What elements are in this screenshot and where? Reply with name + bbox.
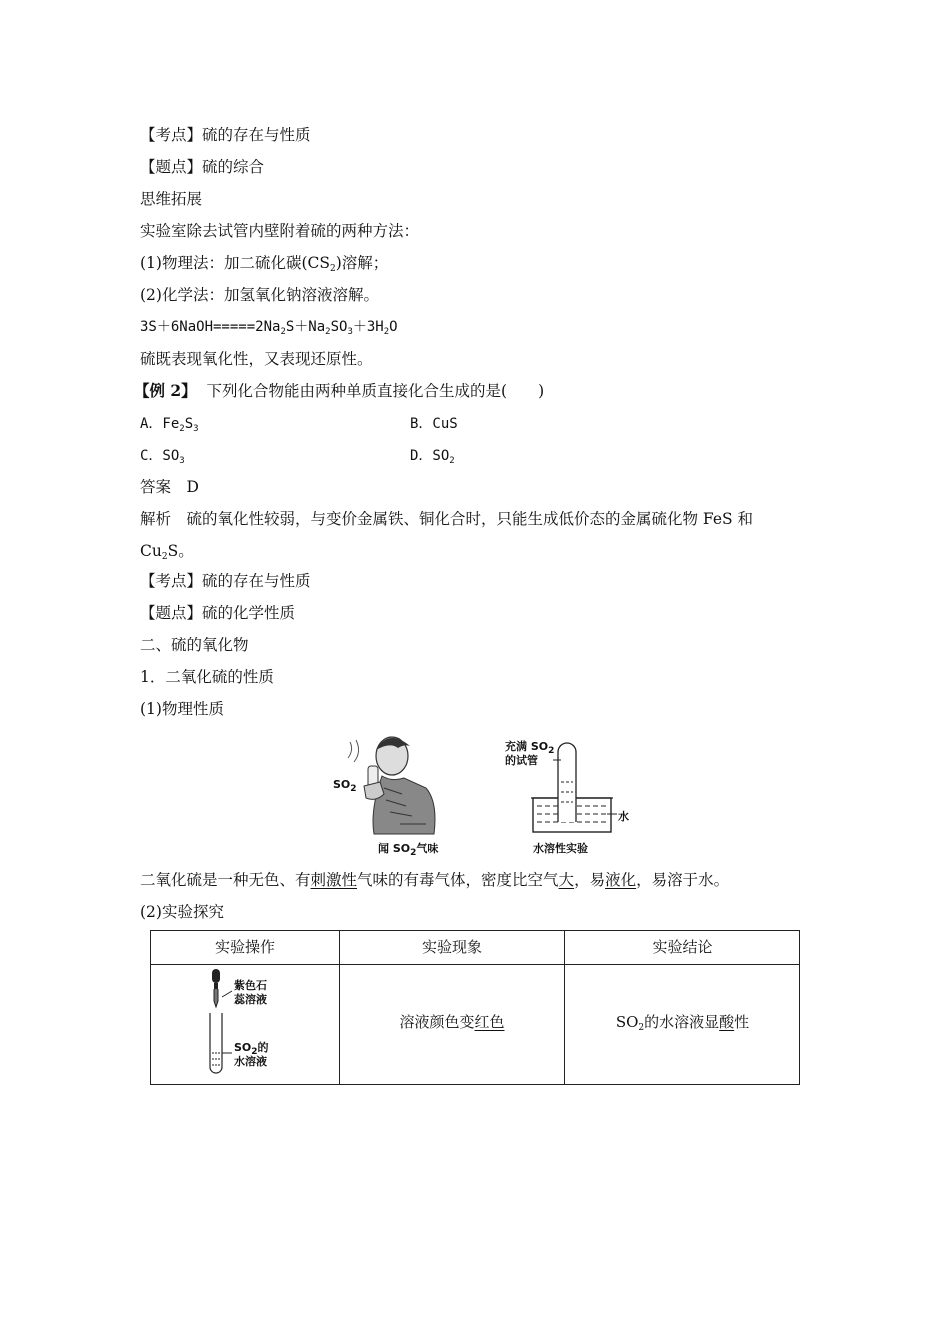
desc-1: 二氧化硫是一种无色、有 (140, 871, 311, 889)
analysis-s: S。 (167, 542, 194, 560)
so2-sol-a: SO (234, 1041, 252, 1054)
solubility-caption: 水溶性实验 (533, 842, 588, 855)
answer-line: 答案 D (140, 478, 199, 496)
experiment-heading: (2)实验探究 (140, 903, 224, 921)
section-heading: 二、硫的氧化物 (140, 636, 249, 654)
litmus-label-2: 蕊溶液 (234, 993, 267, 1006)
eq-d: ＋3H (352, 319, 384, 335)
so2-sol-b: 的 (257, 1041, 269, 1054)
chemical-method: (2)化学法：加氢氧化钠溶液溶解。 (140, 286, 379, 304)
physical-properties-heading: (1)物理性质 (140, 700, 224, 718)
sub: 2 (179, 424, 185, 434)
so2-label-text: SO (333, 778, 351, 791)
option-d (410, 445, 455, 465)
solubility-figure (505, 738, 635, 858)
header-operation: 实验操作 (214, 938, 275, 956)
example-label: 【例 2】 (134, 381, 197, 400)
sub: 2 (251, 1047, 258, 1057)
option-c (140, 445, 185, 465)
sub: 2 (383, 327, 390, 337)
sub: 2 (449, 456, 455, 466)
tidian-line-2: 【题点】硫的化学性质 (140, 604, 296, 622)
sub: 2 (329, 264, 336, 274)
so2-sol-c: 水溶液 (234, 1055, 267, 1068)
sub: 2 (638, 1023, 645, 1033)
smell-caption (378, 840, 438, 856)
option-a-text: A．Fe (140, 416, 180, 432)
sub: 2 (410, 848, 417, 858)
analysis-cu: Cu (140, 542, 162, 560)
experiment-table (150, 930, 800, 1085)
conclusion-cell (565, 1011, 800, 1032)
desc-3: ，易 (574, 871, 606, 889)
sub: 3 (193, 424, 199, 434)
option-a (140, 413, 199, 433)
sub: 3 (347, 327, 353, 337)
kaodian-line-2: 【考点】硫的存在与性质 (140, 572, 311, 590)
phenomenon-blank: 红色 (474, 1013, 505, 1031)
physical-method-b: )溶解； (335, 254, 389, 272)
sub: 2 (325, 327, 331, 337)
litmus-label (234, 979, 267, 1007)
equation (140, 317, 398, 337)
so2-solution-label (234, 1041, 269, 1069)
desc-blank-3: 液化 (605, 871, 637, 889)
summary-line: 硫既表现氧化性，又表现还原性。 (140, 350, 373, 368)
eq-a: 3S＋6NaOH=====2Na (140, 319, 281, 335)
eq-c: SO (330, 319, 348, 335)
conclusion-blank: 酸 (719, 1013, 735, 1031)
subsection-heading: 1．二氧化硫的性质 (140, 668, 274, 686)
conclusion-tail: 性 (734, 1013, 750, 1031)
eq-e: O (389, 319, 398, 335)
analysis-line-1: 解析 硫的氧化性较弱，与变价金属铁、铜化合时，只能生成低价态的金属硫化物 FeS 和 (140, 510, 754, 528)
physical-method (140, 253, 388, 273)
physical-method-a: (1)物理法：加二硫化碳(CS (140, 254, 330, 272)
option-a-tail: S (184, 416, 194, 432)
example-2 (134, 381, 544, 401)
tube-label-b: 的试管 (505, 754, 538, 767)
option-c-text: C．SO (140, 448, 180, 464)
kaodian-line: 【考点】硫的存在与性质 (140, 126, 311, 144)
desc-2: 气味的有毒气体，密度比空气 (357, 871, 559, 889)
caption-a: 闻 SO (378, 842, 411, 855)
desc-blank-2: 大 (558, 871, 575, 889)
phenomenon-cell (340, 1011, 564, 1032)
sub: 2 (161, 552, 168, 562)
so2-label (333, 778, 357, 794)
header-conclusion: 实验结论 (652, 938, 713, 956)
sub: 3 (179, 456, 185, 466)
phenomenon-text: 溶液颜色变 (399, 1013, 475, 1031)
example-text: 下列化合物能由两种单质直接化合生成的是( ) (206, 382, 545, 400)
analysis-line-2 (140, 541, 194, 561)
sub: 2 (280, 327, 286, 337)
siwei-heading: 思维拓展 (140, 190, 203, 208)
method-intro: 实验室除去试管内壁附着硫的两种方法： (140, 222, 420, 240)
litmus-label-1: 紫色石 (234, 979, 267, 992)
sub: 2 (548, 746, 555, 756)
tidian-line: 【题点】硫的综合 (140, 158, 265, 176)
desc-4: ，易溶于水。 (636, 871, 730, 889)
so2-description (140, 870, 729, 890)
eq-b: S＋Na (285, 319, 326, 335)
water-label: 水 (618, 810, 629, 823)
sub: 2 (350, 784, 357, 794)
row-divider (151, 964, 799, 965)
desc-blank-1: 刺激性 (310, 871, 358, 889)
option-b: B．CuS (410, 416, 458, 432)
dropper-illustration (206, 967, 336, 1083)
tube-label (505, 740, 554, 768)
option-d-text: D．SO (410, 448, 450, 464)
conclusion-so: SO (615, 1013, 639, 1031)
tube-label-a: 充满 SO (505, 740, 549, 753)
caption-b: 气味 (416, 842, 439, 855)
conclusion-text: 的水溶液显 (644, 1013, 720, 1031)
header-phenomenon: 实验现象 (421, 938, 482, 956)
smell-figure (330, 728, 450, 858)
